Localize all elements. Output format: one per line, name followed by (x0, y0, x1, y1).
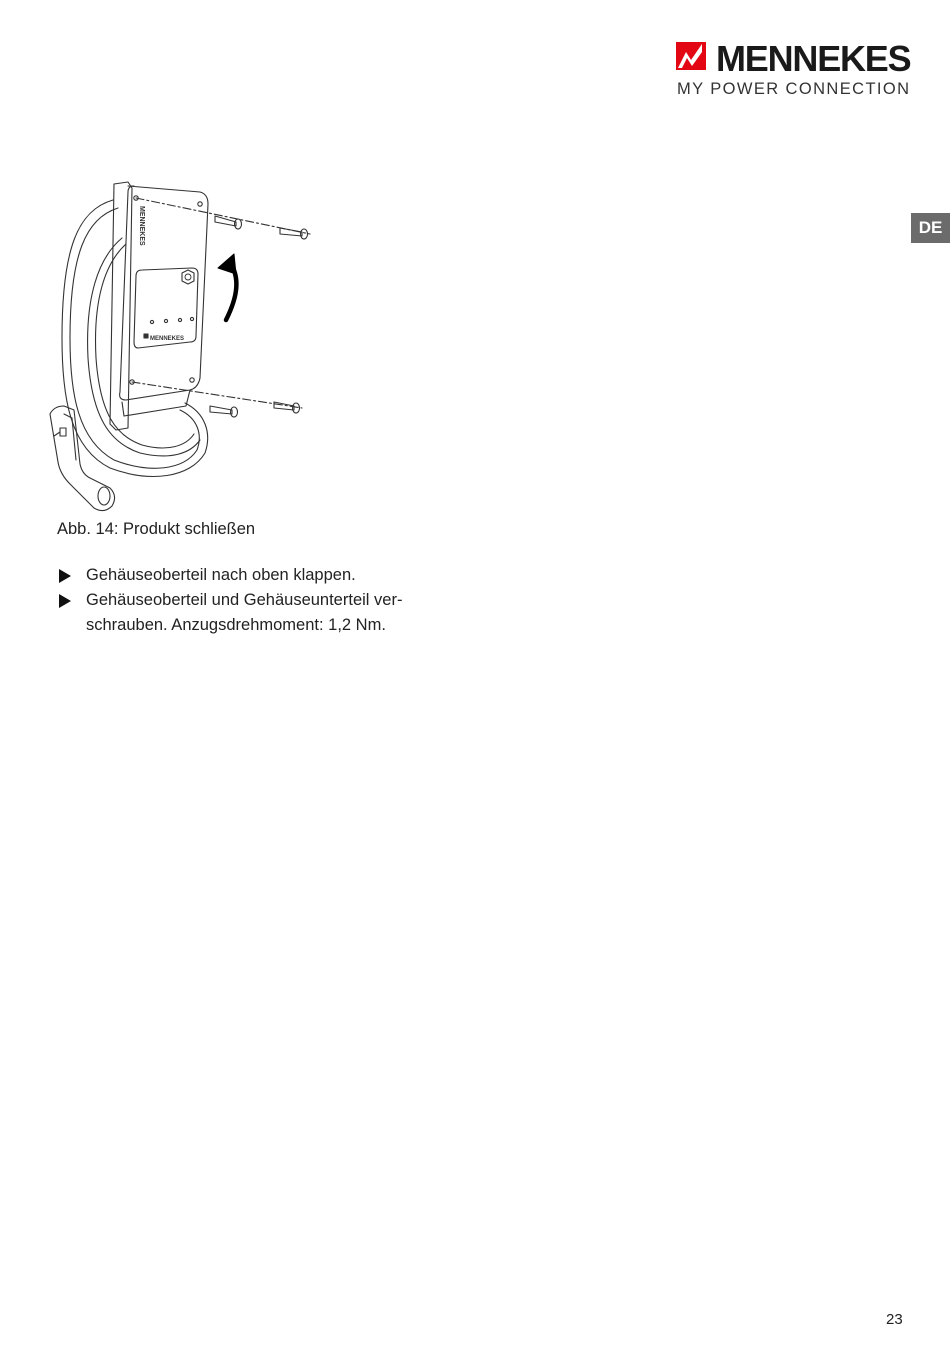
instruction-step-text: Gehäuseoberteil und Gehäuseunterteil ver-schrauben. Anzugsdrehmoment: 1,2 Nm. (86, 591, 403, 634)
screw-icon (210, 216, 308, 417)
bullet-triangle-icon (59, 594, 71, 608)
instruction-steps (57, 563, 457, 638)
housing-front (120, 186, 208, 400)
figure-caption: Abb. 14: Produkt schließen (57, 520, 256, 538)
language-tab[interactable]: DE (911, 213, 950, 243)
instruction-step (57, 563, 457, 588)
instruction-step (57, 588, 457, 638)
device-logo-text: MENNEKES (150, 336, 185, 342)
housing-back (110, 182, 132, 430)
brand-tagline: MY POWER CONNECTION (677, 80, 911, 98)
mennekes-logo (676, 38, 911, 100)
page-number: 23 (886, 1311, 903, 1328)
brand-name: MENNEKES (716, 38, 911, 79)
device-side-logo-text: MENNEKES (138, 206, 145, 246)
instruction-step-text: Gehäuseoberteil nach oben klappen. (86, 566, 356, 584)
close-direction-arrow-icon (218, 254, 236, 320)
bullet-triangle-icon (59, 569, 71, 583)
rfid-symbol (182, 270, 194, 284)
product-closing-illustration (40, 178, 330, 518)
mennekes-logo-icon (676, 40, 710, 72)
